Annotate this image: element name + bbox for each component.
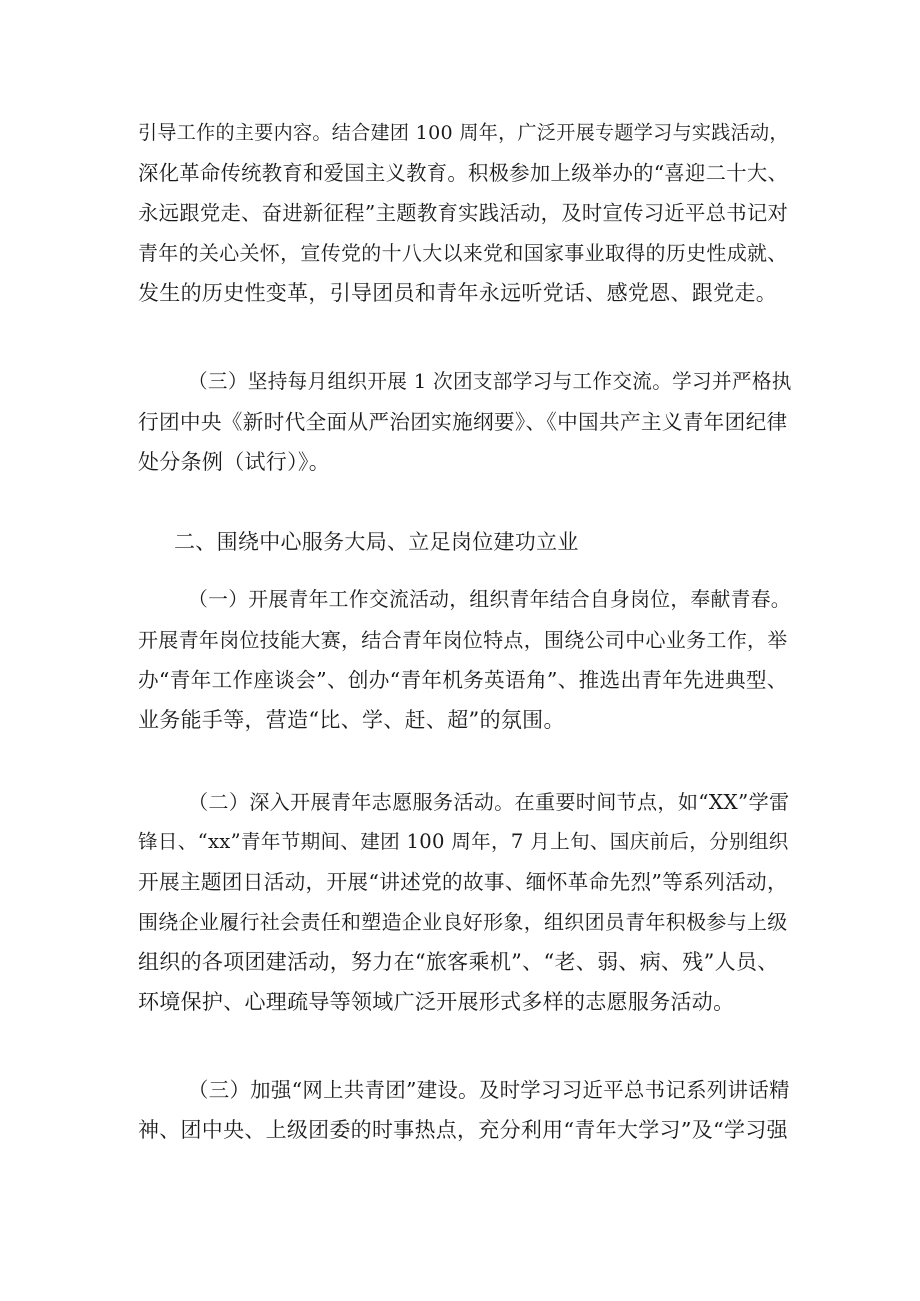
text-line: 青年的关心关怀，宣传党的十八大以来党和国家事业取得的历史性成就、	[138, 241, 788, 265]
paragraph-6	[138, 1070, 788, 1150]
paragraph-5	[138, 782, 788, 1022]
text-line: 引导工作的主要内容。结合建团 100 周年，广泛开展专题学习与实践活动，	[138, 121, 789, 144]
text-line: 开展主题团日活动，开展“讲述党的故事、缅怀革命先烈”等系列活动，	[138, 870, 788, 894]
text-line: 神、团中央、上级团委的时事热点，充分利用“青年大学习”及“学习强	[138, 1118, 788, 1142]
text-line: 开展青年岗位技能大赛，结合青年岗位特点，围绕公司中心业务工作，举	[138, 628, 788, 652]
text-line: 围绕企业履行社会责任和塑造企业良好形象，组织团员青年积极参与上级	[138, 910, 788, 934]
text-line: （三）加强“网上共青团”建设。及时学习习近平总书记系列讲话精	[188, 1078, 790, 1102]
paragraph-2	[138, 362, 792, 482]
text-line: 处分条例（试行）》。	[138, 450, 330, 474]
section-heading	[138, 522, 788, 562]
text-line: 锋日、“xx”青年节期间、建团 100 周年，7 月上旬、国庆前后，分别组织	[138, 830, 789, 853]
paragraph-4	[138, 580, 791, 740]
text-line: （一）开展青年工作交流活动，组织青年结合自身岗位，奉献青春。	[188, 588, 791, 611]
text-line: 行团中央《新时代全面从严治团实施纲要》、《中国共产主义青年团纪律	[138, 410, 788, 434]
heading-line: 二、围绕中心服务大局、立足岗位建功立业	[174, 530, 579, 554]
text-line: 环境保护、心理疏导等领域广泛开展形式多样的志愿服务活动。	[138, 990, 735, 1014]
text-line: 办“青年工作座谈会”、创办“青年机务英语角”、推选出青年先进典型、	[138, 668, 788, 692]
paragraph-1	[138, 113, 788, 313]
text-line: （二）深入开展青年志愿服务活动。在重要时间节点，如“XX”学雷	[188, 790, 790, 814]
text-line: 永远跟党走、奋进新征程”主题教育实践活动，及时宣传习近平总书记对	[138, 201, 789, 225]
text-line: 业务能手等，营造“比、学、赶、超”的氛围。	[138, 708, 565, 732]
text-line: （三）坚持每月组织开展 1 次团支部学习与工作交流。学习并严格执	[188, 370, 792, 393]
text-line: 组织的各项团建活动，努力在“旅客乘机”、“老、弱、病、残”人员、	[138, 950, 779, 974]
text-line: 发生的历史性变革，引导团员和青年永远听党话、感党恩、跟党走。	[138, 281, 777, 305]
text-line: 深化革命传统教育和爱国主义教育。积极参加上级举办的“喜迎二十大、	[138, 161, 789, 185]
